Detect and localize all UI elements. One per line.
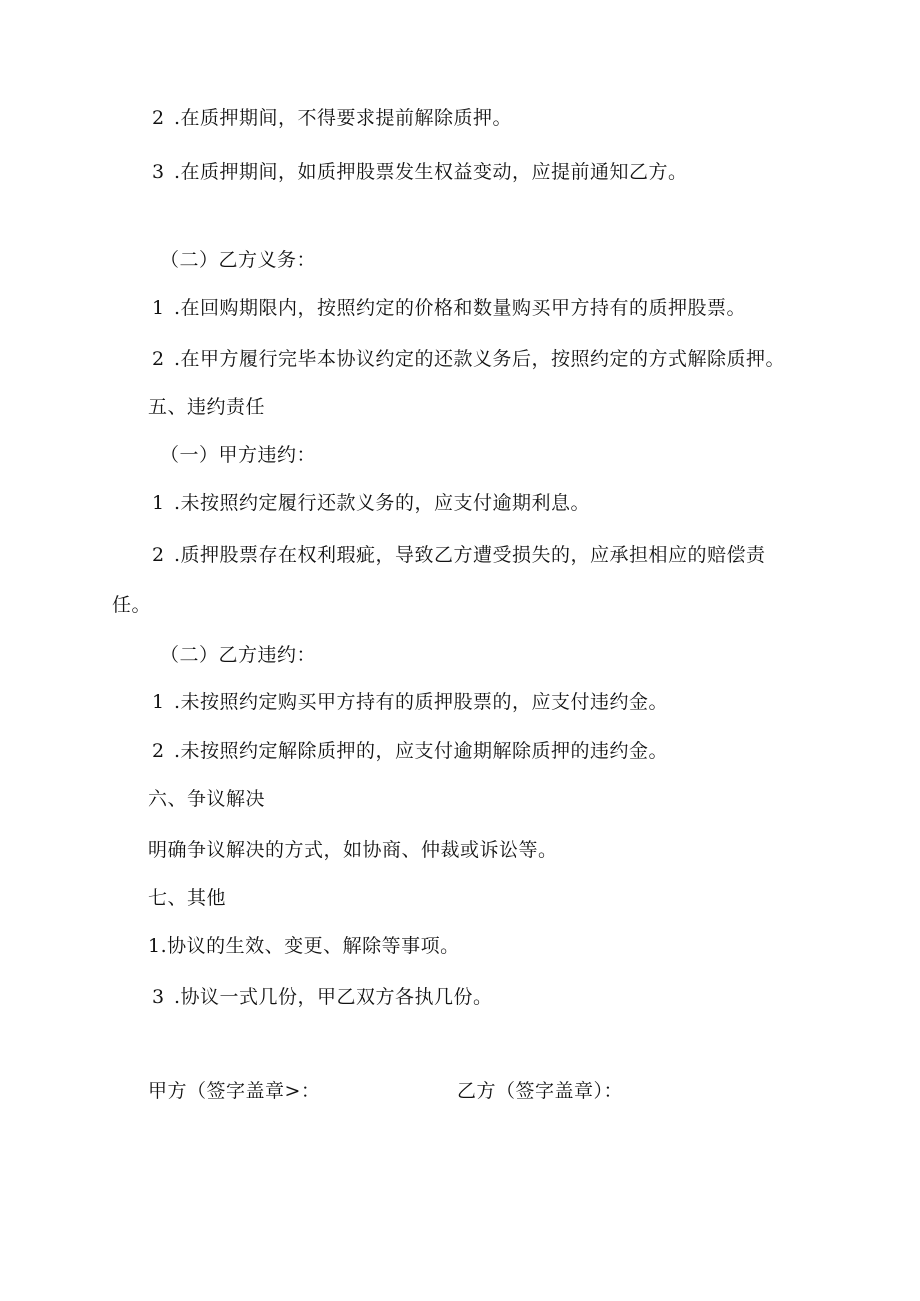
clause-line bbox=[152, 294, 746, 322]
clause-line bbox=[152, 541, 766, 569]
subsection-heading: （二）乙方违约： bbox=[160, 644, 317, 666]
clause-text: .在质押期间，不得要求提前解除质押。 bbox=[174, 107, 513, 129]
clause-text: .在质押期间，如质押股票发生权益变动，应提前通知乙方。 bbox=[174, 161, 688, 183]
clause-text: .在回购期限内，按照约定的价格和数量购买甲方持有的质押股票。 bbox=[174, 297, 747, 319]
section-heading: 五、违约责任 bbox=[148, 396, 266, 418]
clause-line bbox=[152, 345, 785, 373]
clause-number: 2 bbox=[152, 107, 165, 129]
clause-text: .质押股票存在权利瑕疵，导致乙方遭受损失的，应承担相应的赔偿责 bbox=[174, 544, 766, 566]
clause-text: .未按照约定解除质押的，应支付逾期解除质押的违约金。 bbox=[174, 740, 669, 762]
clause-number: 2 bbox=[152, 544, 165, 566]
clause-text: .未按照约定履行还款义务的，应支付逾期利息。 bbox=[174, 492, 591, 514]
party-b-signature-label: 乙方（签字盖章）： bbox=[457, 1080, 624, 1102]
clause-line bbox=[152, 688, 668, 716]
clause-text: .协议一式几份，甲乙双方各执几份。 bbox=[174, 986, 493, 1008]
clause-text: .在甲方履行完毕本协议约定的还款义务后，按照约定的方式解除质押。 bbox=[174, 348, 786, 370]
clause-number: 3 bbox=[152, 161, 165, 183]
section-heading: 六、争议解决 bbox=[148, 788, 266, 810]
clause-line bbox=[152, 158, 688, 186]
clause-line bbox=[152, 489, 590, 517]
clause-number: 3 bbox=[152, 986, 165, 1008]
subsection-heading: （二）乙方义务： bbox=[160, 249, 317, 271]
clause-text: .未按照约定购买甲方持有的质押股票的，应支付违约金。 bbox=[174, 691, 669, 713]
clause-number: 1 bbox=[152, 492, 165, 514]
section-heading: 七、其他 bbox=[148, 887, 227, 909]
paragraph: 明确争议解决的方式，如协商、仲裁或诉讼等。 bbox=[148, 839, 558, 861]
clause-line: 1.协议的生效、变更、解除等事项。 bbox=[148, 935, 460, 957]
clause-line bbox=[152, 104, 512, 132]
subsection-heading: （一）甲方违约： bbox=[160, 444, 317, 466]
clause-number: 2 bbox=[152, 740, 165, 762]
clause-number: 1 bbox=[152, 691, 165, 713]
clause-number: 2 bbox=[152, 348, 165, 370]
clause-number: 1 bbox=[152, 297, 165, 319]
party-a-signature-label: 甲方（签字盖章>： bbox=[148, 1080, 321, 1102]
clause-continuation: 任。 bbox=[112, 594, 152, 616]
clause-line bbox=[152, 737, 668, 765]
clause-line bbox=[152, 983, 493, 1011]
